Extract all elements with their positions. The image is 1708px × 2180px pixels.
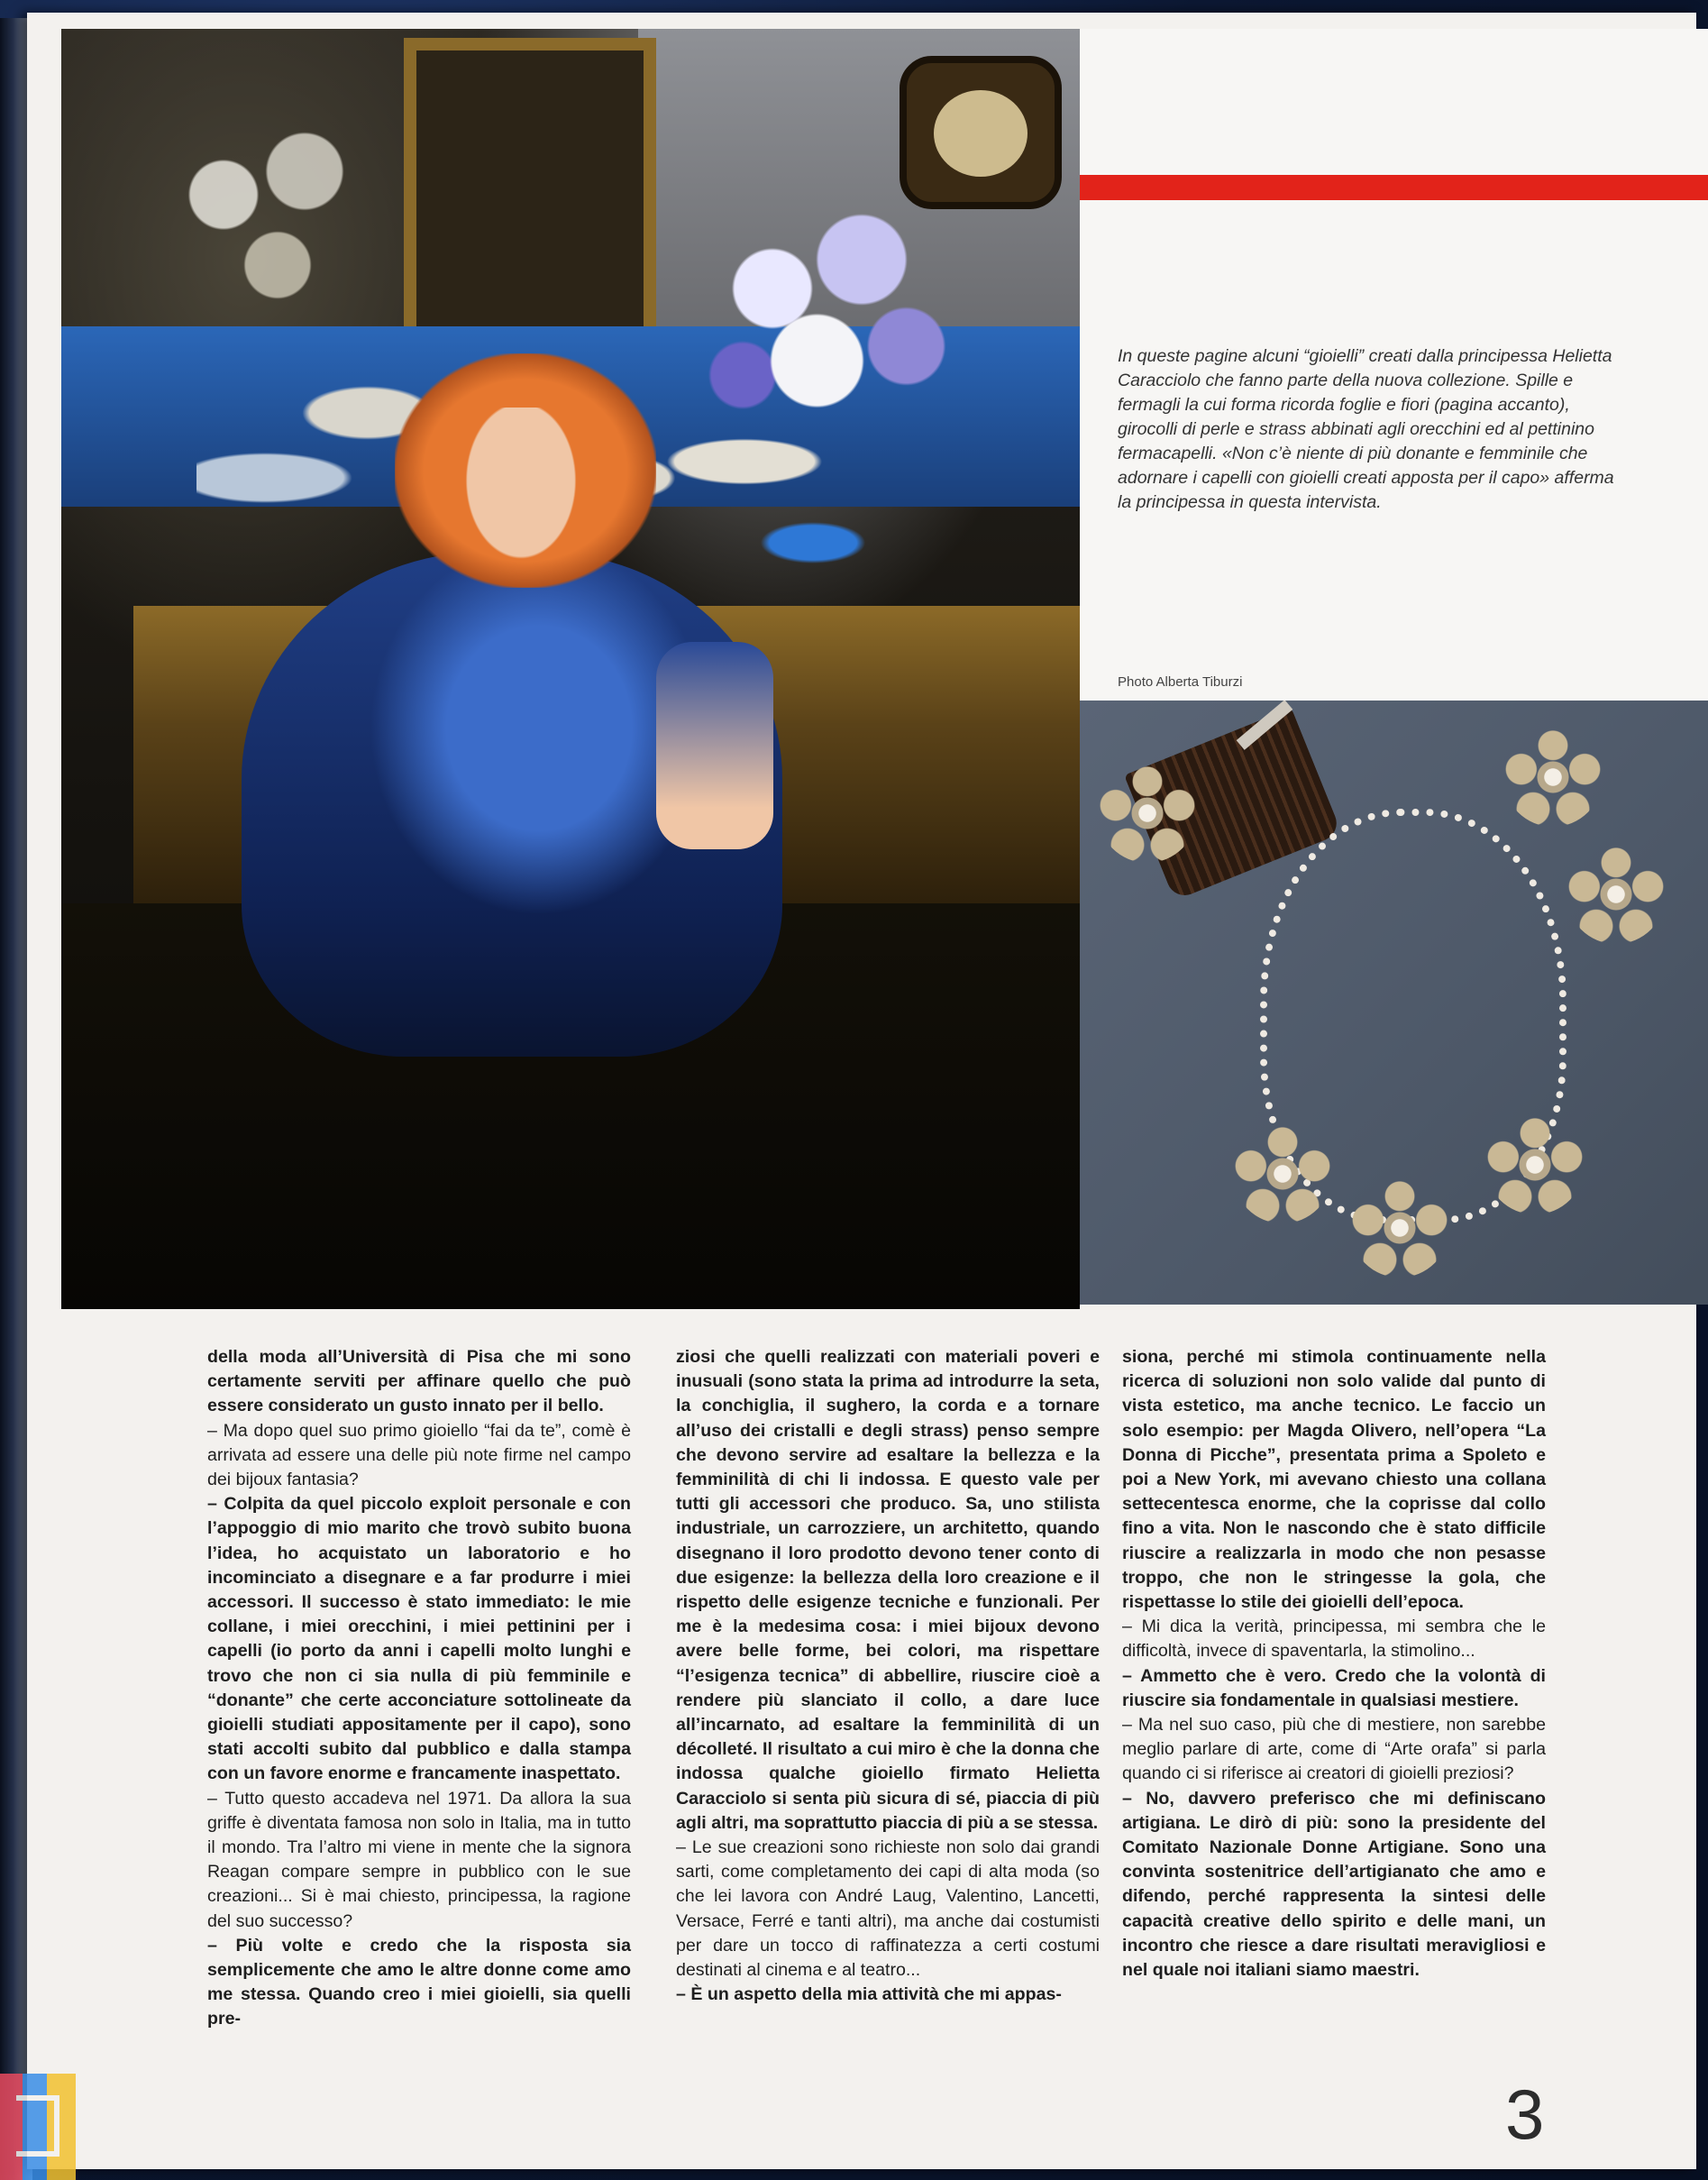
jewellery-photo — [1080, 701, 1708, 1305]
red-accent-bar — [1080, 175, 1708, 200]
article-body — [207, 1345, 1640, 2030]
arm — [656, 642, 773, 849]
magazine-page — [27, 13, 1696, 2169]
interview-answer: – Ammetto che è vero. Credo che la volontà di riuscire sia fondamentale in qualsiasi mestiere. — [1122, 1665, 1546, 1710]
article-column-1 — [207, 1345, 631, 2032]
photo-caption: In queste pagine alcuni “gioielli” creati dalla principessa Helietta Caracciolo che fanno parte della nuova collezione. Spille e fermagli la cui forma ricorda foglie e fiori (pagina accanto), girocolli di perle e strass abbinati agli orecchini ed al pettinino fermacapelli. «Non c’è niente di più donante e femminile che adornare i capelli con gioielli creati apposta per il capo» afferma la principessa in questa intervista. — [1118, 346, 1614, 512]
comb-flower-brooch — [1098, 764, 1197, 863]
interview-question: – Ma dopo quel suo primo gioiello “fai da te”, comè è arrivata ad essere una delle più note firme nel campo dei bijoux fantasia? — [207, 1420, 631, 1490]
page-number: 3 — [1505, 2075, 1545, 2154]
painting — [404, 38, 656, 344]
logo-mark — [16, 2095, 59, 2157]
flower-earring-bottom — [1566, 845, 1666, 944]
photo-credit: Photo Alberta Tiburzi — [1118, 674, 1243, 690]
interview-answer: – Colpita da quel piccolo exploit personale e con l’appoggio di mio marito che trovò subito buona l’idea, ho acquistato un laboratorio e ho incominciato a disegnare e a far produrre i miei accessori. Il successo è stato immediato: le mie collane, i miei orecchini, i miei pettinini per i capelli (io porto da anni i capelli molto lunghi e trovo che non ci sia nulla di più femminile e “donante” che certe acconciature sottolineate da gioielli studiati appositamente per il capo), sono stati accolti subito dal pubblico e dalla stampa con un favore enorme e francamente inaspettato. — [207, 1494, 631, 1784]
necklace-flower-right — [1485, 1115, 1585, 1214]
wall-clock — [900, 56, 1062, 209]
watermark-logo — [0, 2074, 76, 2180]
interview-answer: della moda all’Università di Pisa che mi sono certamente serviti per affinare quello che può essere considerato un gusto innato per il bello. — [207, 1347, 631, 1416]
interview-answer: – È un aspetto della mia attività che mi appas- — [676, 1984, 1062, 2005]
necklace-flower-left — [1233, 1124, 1332, 1223]
clock-face — [934, 90, 1028, 177]
interview-answer: siona, perché mi stimola continuamente nella ricerca di soluzioni non solo valide dal punto di vista estetico, ma anche tecnico. Le faccio un solo esempio: per Magda Olivero, nell’opera “La Donna di Picche”, presentata prima a Spoleto e poi a New York, mi avevano chiesto una collana settecentesca enorme, che la coprisse dal collo fino a vita. Non le nascondo che è stato difficile riuscire a realizzarla in modo che non pesasse troppo, che non le stringesse la gola, che rispettasse lo stile dei gioielli dell’epoca. — [1122, 1347, 1546, 1613]
interview-question: – Tutto questo accadeva nel 1971. Da allora la sua griffe è diventata famosa non solo in Italia, ma in tutto il mondo. Tra l’altro mi viene in mente che la signora Reagan compare sempre in pubblico con le sue creazioni... Si è mai chiesto, principessa, la ragione del suo successo? — [207, 1788, 631, 1931]
face — [458, 408, 584, 570]
interview-answer: – No, davvero preferisco che mi definiscano artigiana. Le dirò di più: sono la presidente del Comitato Nazionale Donne Artigiane. Sono una convinta sostenitrice dell’artigianato che amo e difendo, perché rappresenta la sintesi delle capacità creative dello spirito e delle mani, un incontro che riesce a dare risultati meravigliosi e nel quale noi italiani siamo maestri. — [1122, 1788, 1546, 1981]
article-column-2 — [676, 1345, 1100, 2007]
necklace-flower-center — [1350, 1178, 1449, 1278]
interview-question: – Mi dica la verità, principessa, mi sembra che le difficoltà, invece di spaventarla, la stimolino... — [1122, 1617, 1546, 1662]
interview-question: – Le sue creazioni sono richieste non solo dai grandi sarti, come completamento dei capi di alta moda (so che lei lavora con André Laug, Valentino, Lancetti, Versace, Ferré e tanti altri), ma anche dai costumisti per dare un tocco di raffinatezza a certi costumi destinati al cinema e al teatro... — [676, 1837, 1100, 1981]
interview-question: – Ma nel suo caso, più che di mestiere, non sarebbe meglio parlare di arte, come di “Arte orafa” si parla quando ci si riferisce ai creatori di gioielli preziosi? — [1122, 1715, 1546, 1784]
portrait-photo — [61, 29, 1080, 1309]
article-column-3 — [1122, 1345, 1546, 1983]
flower-earring-top — [1503, 728, 1603, 827]
interview-answer: ziosi che quelli realizzati con materiali poveri e inusuali (sono stata la prima ad introdurre la seta, la conchiglia, il sughero, la corda e a tornare all’uso dei cristalli e degli strass) penso sempre che devono servire ad esaltare la bellezza e la femminilità di chi li indossa. E questo vale per tutti gli accessori che produco. Sa, uno stilista industriale, un carrozziere, un architetto, quando disegnano il loro prodotto devono tener conto di due esigenze: la bellezza della loro creazione e il rispetto delle esigenze tecniche e funzionali. Per me è la medesima cosa: i miei bijoux devono avere belle forme, bei colori, ma rispettare “l’esigenza tecnica” di abbellire, riuscire cioè a rendere più slanciato il collo, a dare luce all’incarnato, ad esaltare la femminilità di un décolleté. Il risultato a cui miro è che la donna che indossa qualche gioiello firmato Helietta Caracciolo si senta più sicura di sé, piaccia di più agli altri, ma soprattutto piaccia di più a se stessa. — [676, 1347, 1100, 1833]
caption-panel — [1080, 29, 1708, 701]
interview-answer: – Più volte e credo che la risposta sia semplicemente che amo le altre donne come amo me stessa. Quando creo i miei gioielli, sia quelli pre- — [207, 1935, 631, 2029]
